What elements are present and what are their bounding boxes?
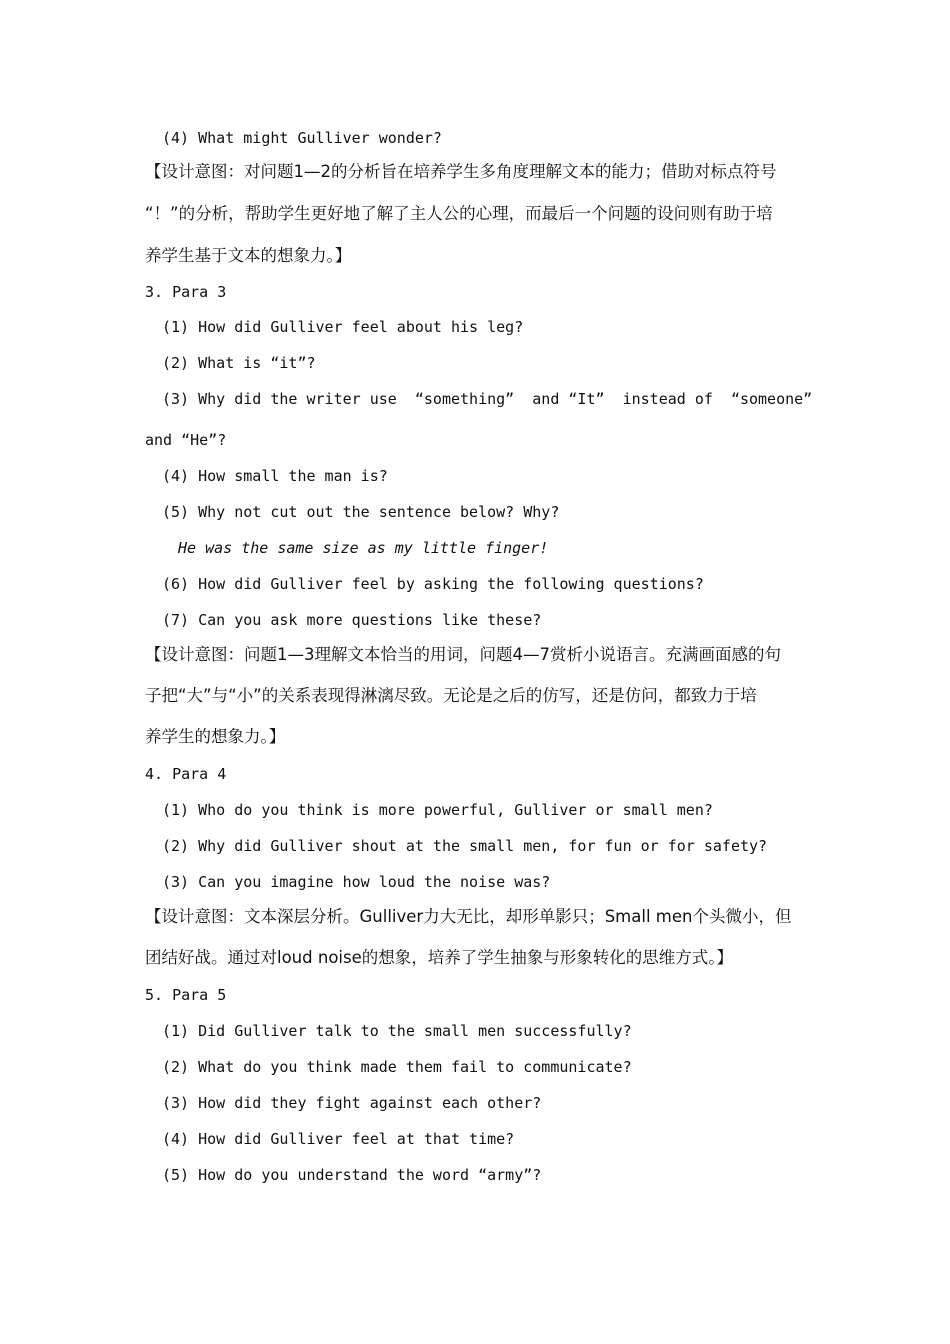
question-line: (2) Why did Gulliver shout at the small men, for fun or for safety? — [162, 837, 768, 855]
question-line: (1) Who do you think is more powerful, Gulliver or small men? — [162, 801, 713, 819]
design-intent-note: 【设计意图：对问题1—2的分析旨在培养学生多角度理解文本的能力；借助对标点符号 — [145, 162, 777, 181]
section-heading: 4. Para 4 — [145, 765, 227, 783]
question-line-continued: and “He”? — [145, 431, 227, 449]
question-line: (1) How did Gulliver feel about his leg? — [162, 318, 524, 336]
question-line: (4) How did Gulliver feel at that time? — [162, 1130, 515, 1148]
section-heading: 5. Para 5 — [145, 986, 227, 1004]
design-intent-note: 子把“大”与“小”的关系表现得淋漓尽致。无论是之后的仿写，还是仿问，都致力于培 — [145, 686, 757, 705]
question-line: (2) What is “it”? — [162, 354, 316, 372]
question-line: (6) How did Gulliver feel by asking the following questions? — [162, 575, 704, 593]
question-line: (3) Can you imagine how loud the noise was? — [162, 873, 551, 891]
question-line: (3) How did they fight against each other? — [162, 1094, 542, 1112]
question-line: (2) What do you think made them fail to communicate? — [162, 1058, 632, 1076]
question-line: (7) Can you ask more questions like these? — [162, 611, 542, 629]
design-intent-note: “！”的分析，帮助学生更好地了解了主人公的心理，而最后一个问题的设问则有助于培 — [145, 204, 773, 223]
question-line: (4) How small the man is? — [162, 467, 388, 485]
question-line: (1) Did Gulliver talk to the small men successfully? — [162, 1022, 632, 1040]
design-intent-note: 【设计意图：问题1—3理解文本恰当的用词，问题4—7赏析小说语言。充满画面感的句 — [145, 645, 781, 664]
design-intent-note: 养学生基于文本的想象力。】 — [145, 246, 352, 265]
question-line: (5) Why not cut out the sentence below? Why? — [162, 503, 560, 521]
design-intent-note: 养学生的想象力。】 — [145, 727, 286, 746]
question-line: (3) Why did the writer use “something” and “It” instead of “someone” — [162, 390, 813, 408]
design-intent-note: 团结好战。通过对loud noise的想象，培养了学生抽象与形象转化的思维方式。】 — [145, 948, 733, 967]
question-line: (5) How do you understand the word “army”? — [162, 1166, 542, 1184]
design-intent-note: 【设计意图：文本深层分析。Gulliver力大无比，却形单影只；Small men个头微小，但 — [145, 907, 792, 926]
question-line: (4) What might Gulliver wonder? — [162, 129, 442, 147]
section-heading: 3. Para 3 — [145, 283, 227, 301]
example-sentence: He was the same size as my little finger! — [178, 539, 549, 557]
